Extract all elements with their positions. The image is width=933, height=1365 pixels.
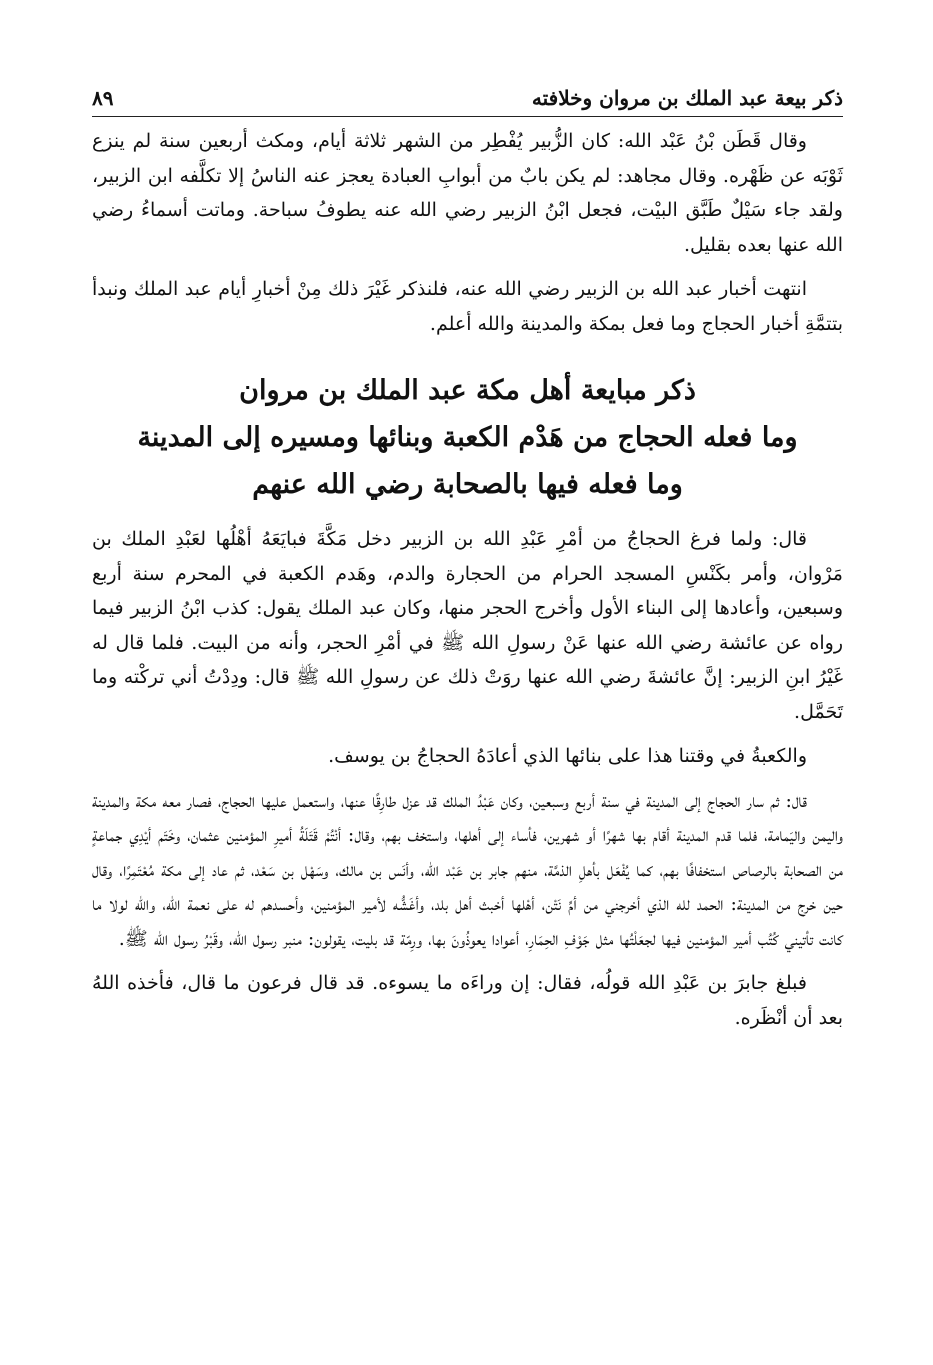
paragraph: وقال قَطَن بْنُ عَبْد الله: كان الزُّبير يُفْطِر من الشهر ثلاثة أيام، ومكث أربعين سنة لم ينزع ثَوْبَه عن ظَهْره. وقال مجاهد: لم يكن بابٌ من أبوابِ العبادة يعجز عنه الناسُ إلا تكلَّفه ابن الزبير، ولقد جاء سَيْلٌ طَبَّق البيْت، فجعل ابْنُ الزبير رضي الله عنه يطوفُ سباحة. وماتت أسماءُ رضي الله عنها بعده بقليل. — [92, 130, 843, 256]
running-title: ذكر بيعة عبد الملك بن مروان وخلافته — [531, 86, 843, 110]
paragraph: قال: ثم سار الحجاج إلى المدينة في سنة أربع وسبعين، وكان عَبْدُ الملك قد عزل طارِقًا عنها، واستعمل عليها الحجاج، فصار معه مكة والمدينة واليمن واليَمامة، فلما قدم المدينة أقام بها شهرًا أو شهرين، فأساء إلى أهلها، واستخف بهم، وقال: أنْتُمْ قَتَلَةُ أميرِ المؤمنين عثمان، وخَتَم أيْدِي جماعةٍ من الصحابة بالرصاص استخفافًا بهم، كما يُفْعَل بأهلِ الذمَّة، منهم جابر بن عَبْد الله، وأنَس بن مالك، وسَهْل بن سَعْد، ثم عاد إلى مكة مُعْتَمِرًا، وقال حين خرج من المدينة: الحمد لله الذي أخرجني من أمِّ نَتْن، أهْلها أخبث أهل بلد، وأغَشُّه لأمير المؤمنين، وأحسدهم له على نعمة الله، والله لولا ما كانت تأتيني كُتُب أمير المؤمنين فيها لجعَلْتُها مثل جَوْفِ الحِمَارِ، أعوادا يعوذُونَ بها، ورِمّة قد بليت، يقولون: منبر رسول الله، وقَبْرُ رسول الله ﷺ. — [92, 789, 843, 950]
section-heading — [92, 367, 843, 508]
paragraph: قال: ولما فرغ الحجاجُ من أمْرِ عَبْدِ الله بن الزبير دخل مَكَّةَ فبايَعَهُ أهْلُها لعَبْدِ الملك بن مَرْوان، وأمر بكَنْسِ المسجد الحرام من الحجارة والدم، وهَدم الكعبة في المحرم سنة أربع وسبعين، وأعادها إلى البناء الأول وأخرج الحجر منها، وكان عبد الملك يقول: كذب ابْنُ الزبير فيما رواه عن عائشة رضي الله عنها عَنْ رسولِ الله ﷺ في أمْرِ الحجر، وأنه من البيت. فلما قال له غَيْرُ ابنِ الزبير: إنَّ عائشةَ رضي الله عنها روَتْ ذلك عن رسولِ الله ﷺ قال: ودِدْتُ أني تركْته وما تَحَمَّل. — [92, 528, 843, 723]
paragraph: انتهت أخبار عبد الله بن الزبير رضي الله عنه، فلنذكر غَيْرَ ذلك مِنْ أخبارِ أيام عبد الملك ونبدأ بتتمَّةِ أخبار الحجاج وما فعل بمكة والمدينة والله أعلم. — [92, 278, 843, 335]
section-heading-line: وما فعله الحجاج من هَدْم الكعبة وبنائها ومسيره إلى المدينة — [137, 422, 798, 453]
paragraph: فبلغ جابرَ بن عَبْدِ الله قولُه، فقال: إن وراءَه ما يسوءه. قد قال فرعون ما قال، فأخذه اللهُ بعد أن أنْظَره. — [92, 972, 843, 1029]
page-number: ٨٩ — [92, 86, 114, 110]
running-header — [92, 70, 843, 117]
section-heading-line: ذكر مبايعة أهل مكة عبد الملك بن مروان — [239, 375, 696, 406]
section-heading-line: وما فعله فيها بالصحابة رضي الله عنهم — [252, 469, 683, 500]
paragraph: والكعبةُ في وقتنا هذا على بنائها الذي أعادَهُ الحجاجُ بن يوسف. — [328, 745, 807, 767]
page-body — [92, 124, 843, 1045]
